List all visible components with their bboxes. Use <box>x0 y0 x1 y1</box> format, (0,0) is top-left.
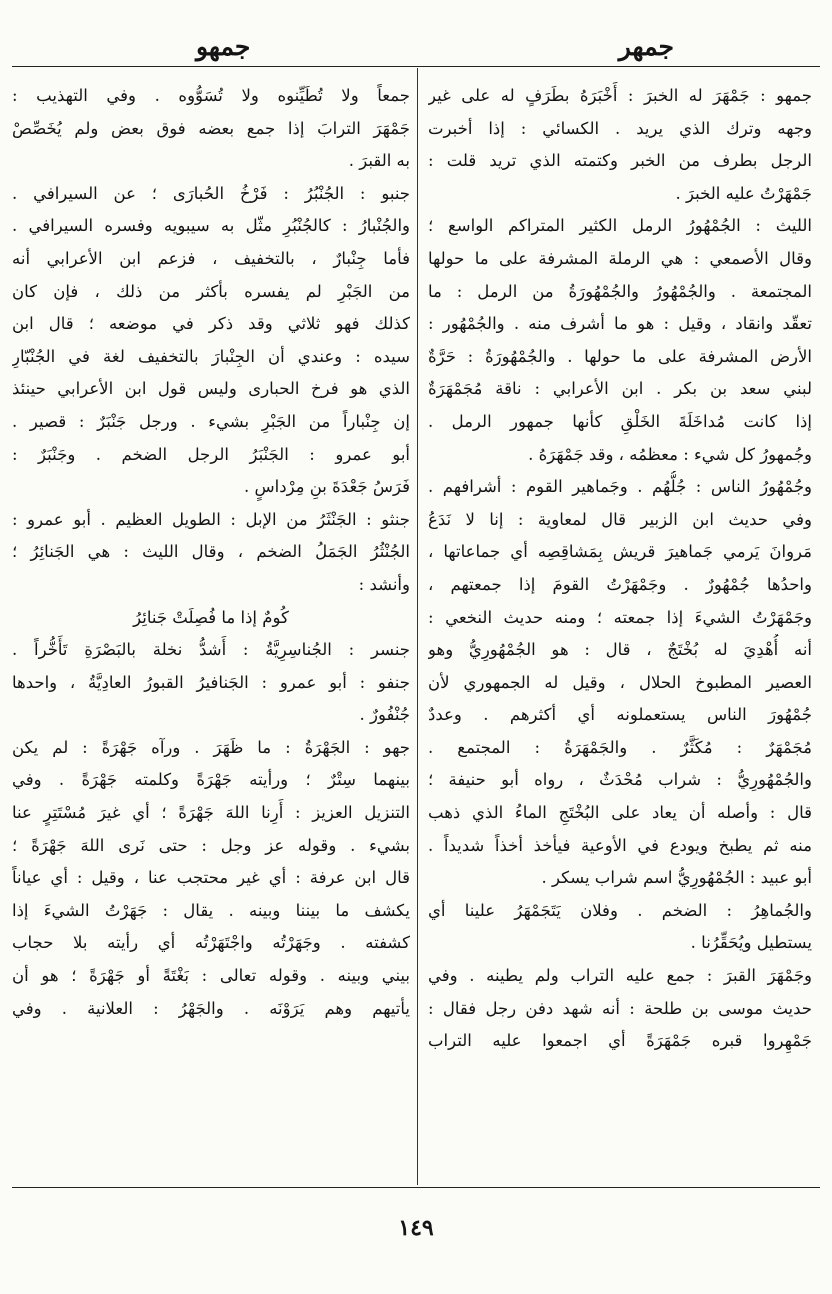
text-line: إن جِنْباراً من الجَبْرِ بشيء . ورجل جَنْبَرٌ : قصير . <box>12 411 410 431</box>
text-line: التنزيل العزيز : أَرِنا اللهَ جَهْرَةً ؛ أي غيرَ مُسْتَتِرٍ عنا <box>12 803 410 823</box>
text-line: وقال الأصمعي : هي الرملة المشرفة على ما حولها <box>428 248 812 268</box>
text-line: جنفو : أبو عمرو : الجَنافيرُ القبورُ العادِيَّةُ ، واحدها <box>12 672 410 692</box>
text-line: واحدُها جُمْهُورٌ . وجَمْهَرْتُ القومَ إذا جمعتهم ، <box>428 574 812 594</box>
column-divider <box>417 68 418 1185</box>
right-column <box>428 80 812 1058</box>
text-line: بينهما سِتْرٌ ؛ ورأيته جَهْرَةً وكلمته جَهْرَةً . وفي <box>12 770 410 790</box>
text-line: من الجَبْرِ لم يفسره بأكثر من ذلك ، فإن كان <box>12 281 410 301</box>
text-line: يأتيهم وهم يَرَوْنَه . والجَهْرُ : العلانية . وفي <box>12 998 410 1018</box>
text-line: وجُمهورُ كل شيء : معظمُه ، وقد جَمْهَرَهُ . <box>528 444 812 464</box>
text-line: والجُمْهُورِيُّ : شراب مُحْدَثٌ ، رواه أبو حنيفة ؛ <box>428 770 812 790</box>
text-line: جَمْهَرْتُ عليه الخبرَ . <box>675 183 812 203</box>
text-line: أبو عمرو : الجَنْبَرُ الرجل الضخم . وجَنْبَرٌ : <box>12 444 410 464</box>
text-line: أبو عبيد : الجُمْهُورِيُّ اسم شراب يسكر . <box>541 868 812 888</box>
text-line: وفي حديث ابن الزبير قال لمعاوية : إنا لا نَدَعُ <box>428 509 812 529</box>
running-head-left: جمهو <box>196 32 251 61</box>
text-line: حديث موسى بن طلحة : أنه شهد دفن رجل فقال : <box>428 998 812 1018</box>
text-line: منه ثم يطبخ ويودع في الأوعية فيأخذ أخذاً شديداً . <box>428 835 812 855</box>
text-line: أنه أُهْدِيَ له بُخْتَجٌ ، قال : هو الجُمْهُورِيُّ وهو <box>428 640 812 660</box>
text-line: جنثو : الجَنْثَرُ من الإبل : الطويل العظيم . أبو عمرو : <box>12 509 410 529</box>
text-line: المجتمعة . والجُمْهُورُ والجُمْهُورَةُ من الرمل : ما <box>428 281 812 301</box>
text-line: إذا كانت مُداخَلَةَ الخَلْقِ كأنها جمهور الرمل . <box>428 411 812 431</box>
text-line: سيده : وعندي أن الجِنْبارَ بالتخفيف لغة في الجُنْبّارِ <box>12 346 410 366</box>
text-line: وجُمْهُورُ الناس : جُلُّهُم . وجَماهير القوم : أشرافهم . <box>428 477 812 497</box>
text-line: كشفته . وجَهَرْتُه واجْتَهَرْتُه أي رأيته بلا حجاب <box>12 933 410 953</box>
text-line: جهو : الجَهْرَةُ : ما ظَهَرَ . ورآه جَهْرَةً : لم يكن <box>12 737 410 757</box>
bottom-rule <box>12 1187 820 1188</box>
text-line: كذلك فهو ثلاثي وقد ذكر في موضعه ؛ قال ابن <box>12 314 410 334</box>
text-line: قال ابن عرفة : أي غير محتجب عنا ، وقيل : أي عياناً <box>12 868 410 888</box>
text-line: وجَمْهَرْتُ الشيءَ إذا جمعته ؛ ومنه حديث النخعي : <box>428 607 812 627</box>
verse-line: كُومٌ إذا ما فُصِلَتْ جَنائِرُ <box>133 607 289 627</box>
text-line: بشيء . وقوله عز وجل : حتى نَرى اللهَ جَهْرَةً ؛ <box>12 835 410 855</box>
text-line: والجُماهِرُ : الضخم . وفلان يَتَجَمْهَرُ علينا أي <box>428 900 812 920</box>
text-line: جنسر : الجُناسِرِيَّةُ : أَشدُّ نخلة بالبَصْرَةِ تَأَخُّراً . <box>12 640 410 660</box>
text-line: فأما جِنْبارٌ ، بالتخفيف ، فزعم ابن الأعرابي أنه <box>12 248 410 268</box>
text-line: جَمْهَرَ الترابَ إذا جمع بعضه فوق بعض ولم يُخَصِّصْ <box>12 118 410 138</box>
text-line: مُجَمْهَرٌ : مُكَثَّرٌ . والجَمْهَرَةُ : المجتمع . <box>428 737 812 757</box>
text-line: وأنشد : <box>358 574 410 594</box>
text-line: به القبرَ . <box>348 151 410 171</box>
text-line: وجَمْهَرَ القبرَ : جمع عليه التراب ولم يطينه . وفي <box>428 966 812 986</box>
text-line: العصير المطبوخ الحلال ، وقيل له الجمهوري لأن <box>428 672 812 692</box>
text-line: جَمْهِروا قبره جَمْهَرَةً أي اجمعوا عليه التراب <box>428 1031 812 1051</box>
page-number: ١٤٩ <box>398 1215 434 1241</box>
text-line: الرجل بطرف من الخبر وكتمته الذي تريد قلت : <box>428 151 812 171</box>
running-head-right: جمهر <box>618 32 674 61</box>
text-line: جُمْهُورَ الناس يستعملونه أي أكثرهم . وعددٌ <box>428 705 812 725</box>
text-line: فَرَسُ جَعْدَةَ بنِ مِرْداسٍ . <box>244 477 410 497</box>
text-line: الأرض المشرفة على ما حولها . والجُمْهُورَةُ : حَرَّةٌ <box>428 346 812 366</box>
text-line: جمعاً ولا تُطَيِّنوه ولا تُسَوُّوه . وفي التهذيب : <box>12 86 410 105</box>
top-rule <box>12 66 820 67</box>
text-line: جمهو : جَمْهَرَ له الخبرَ : أَخْبَرَهُ بطَرَفٍ له على غير <box>428 86 812 105</box>
text-line: يكشف ما بيننا وبينه . يقال : جَهَرْتُ الشيءَ إذا <box>12 900 410 920</box>
text-line: جنبو : الجُنْبُرُ : فَرْخُ الحُبارَى ؛ عن السيرافي . <box>12 183 410 203</box>
text-line: بيني وبينه . وقوله تعالى : بَغْتَةً أو جَهْرَةً ؛ هو أن <box>12 966 410 986</box>
text-line: قال : وأصله أن يعاد على البُخْتَجِ الماءُ الذي ذهب <box>428 803 812 823</box>
text-line: الذي هو فرخ الحبارى وليس قول ابن الأعرابي حينئذ <box>12 379 410 399</box>
text-line: جُنْفُورٌ . <box>359 705 410 725</box>
text-line: الليث : الجُمْهُورُ الرمل الكثير المتراكم الواسع ؛ <box>428 216 812 236</box>
text-line: مَروانَ يَرمي جَماهيرَ قريش بِمَشاقِصِه أي جماعاتها ، <box>428 542 812 562</box>
text-line: يستطيل ويُحَقِّرُنا . <box>690 933 812 953</box>
text-line: لبني سعد بن بكر . ابن الأعرابي : ناقة مُجَمْهَرَةٌ <box>428 379 812 399</box>
text-line: والجُنْبارُ : كالجُنْبُرِ مثّل به سيبويه وفسره السيرافي . <box>12 216 410 236</box>
text-line: تعقّد وانقاد ، وقيل : هو ما أشرف منه . والجُمْهُور : <box>428 314 812 334</box>
text-line: الجُنْثُرُ الجَمَلُ الضخم ، وقال الليث : هي الجَنائِرُ ؛ <box>12 542 410 562</box>
text-line: وجهه وترك الذي يريد . الكسائي : إذا أخبرت <box>428 118 812 138</box>
left-column <box>12 80 410 1025</box>
